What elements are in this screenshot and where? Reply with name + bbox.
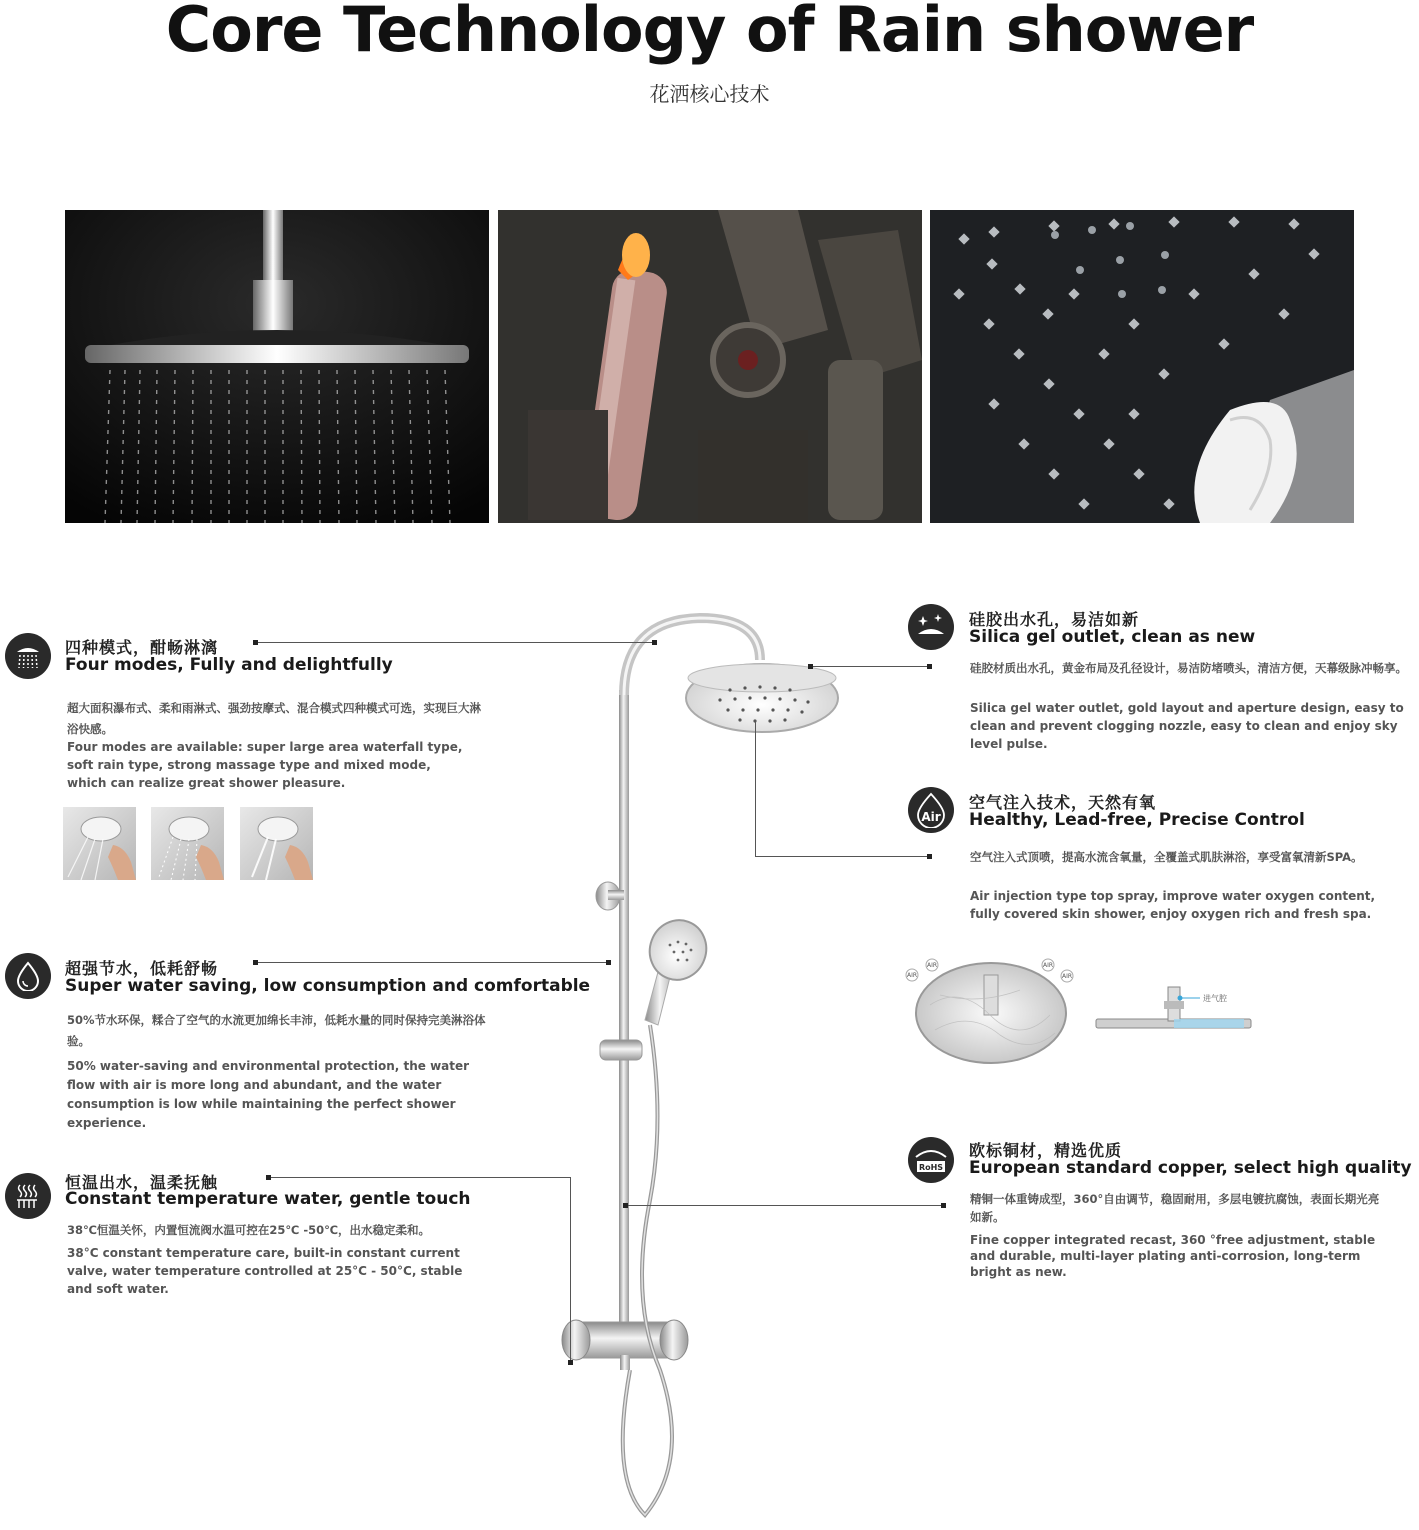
silica-gel-title-cn: 硅胶出水孔，易洁如新 [969,610,1140,629]
mode-thumbnail-2 [151,807,224,880]
silica-gel-title-en: Silica gel outlet, clean as new [969,627,1256,647]
leader-dot [927,664,932,669]
constant-temp-title-en: Constant temperature water, gentle touch [65,1189,471,1209]
air-injection-title-cn: 空气注入技术，天然有氧 [969,793,1157,812]
rohs-icon-text: RoHS [918,1163,944,1172]
leader-line [755,722,756,856]
photo-rain-shower [65,210,489,523]
air-injection-title-en: Healthy, Lead-free, Precise Control [969,810,1305,830]
silica-gel-body-en: Silica gel water outlet, gold layout and aperture design, easy to clean and prevent clogging nozzle, easy to clean and enjoy sky level pulse. [970,701,1404,751]
leader-line [258,962,608,963]
leader-line [628,1205,942,1206]
leader-line [271,1177,570,1178]
photo-silica-nozzles [930,210,1354,523]
air-label: AIR [1061,973,1073,980]
steam-icon [5,1173,51,1219]
water-saving-title-en: Super water saving, low consumption and comfortable [65,976,591,996]
air-injection-diagram [900,955,1260,1075]
leader-dot [568,1360,573,1365]
rohs-icon [908,1137,954,1183]
air-label: AIR [906,972,918,979]
leader-line [813,666,928,667]
leader-line [755,856,928,857]
shower-head-icon [5,633,51,679]
copper-title-cn: 欧标铜材，精选优质 [969,1141,1123,1160]
sparkle-icon [908,604,954,650]
constant-temp-body-en: 38°C constant temperature care, built-in constant current valve, water temperature controlled at 25°C - 50°C, stable and soft water. [67,1246,463,1296]
copper-title-en: European standard copper, select high quality [969,1158,1412,1178]
mode-thumbnail-3 [240,807,313,880]
water-drop-icon [5,953,51,999]
shower-system-image [550,600,850,1526]
copper-body-cn: 精铜一体重铸成型，360°自由调节，稳固耐用，多层电镀抗腐蚀，表面长期光亮如新。 [970,1192,1380,1224]
page-title: Core Technology of Rain shower [165,0,1254,66]
water-saving-title-cn: 超强节水，低耗舒畅 [65,959,219,978]
air-drop-icon [908,787,954,833]
constant-temp-body-cn: 38℃恒温关怀，内置恒流阀水温可控在25℃ -50℃，出水稳定柔和。 [67,1223,431,1237]
four-modes-body-en: Four modes are available: super large area waterfall type, soft rain type, strong massage type and mixed mode, which can realize great shower pleasure. [67,740,463,790]
silica-gel-body-cn: 硅胶材质出水孔，黄金布局及孔径设计，易洁防堵喷头，清洁方便，天幕级脉冲畅享。 [970,661,1407,675]
leader-dot [941,1203,946,1208]
air-label: AIR [926,962,938,969]
mode-thumbnail-1 [63,807,136,880]
photo-casting-forge [498,210,922,523]
air-injection-body-en: Air injection type top spray, improve water oxygen content, fully covered skin shower, enjoy oxygen rich and fresh spa. [970,889,1376,921]
air-injection-body-cn: 空气注入式顶喷，提高水流含氧量，全覆盖式肌肤淋浴，享受富氧清新SPA。 [970,850,1363,864]
air-label: AIR [1042,962,1054,969]
leader-dot [606,960,611,965]
leader-line [258,642,656,643]
copper-body-en: Fine copper integrated recast, 360 °free adjustment, stable and durable, multi-layer plating anti-corrosion, long-term bright as new. [970,1233,1376,1279]
leader-dot [927,854,932,859]
air-chamber-label: 进气腔 [1203,994,1227,1003]
page-subtitle: 花洒核心技术 [649,82,770,106]
four-modes-title-cn: 四种模式，酣畅淋漓 [65,638,219,657]
leader-line [570,1177,571,1362]
air-icon-text: Air [921,810,941,824]
water-saving-body-en: 50% water-saving and environmental protection, the water flow with air is more long and abundant, and the water consumption is low while maintaining the perfect shower experience. [67,1059,470,1130]
constant-temp-title-cn: 恒温出水，温柔抚触 [65,1173,219,1192]
four-modes-title-en: Four modes, Fully and delightfully [65,655,393,675]
water-saving-body-cn: 50%节水环保，糅合了空气的水流更加绵长丰沛，低耗水量的同时保持完美淋浴体验。 [67,1013,486,1048]
four-modes-body-cn: 超大面积瀑布式、柔和雨淋式、强劲按摩式、混合模式四种模式可选，实现巨大淋浴快感。 [67,701,481,736]
leader-dot [652,640,657,645]
